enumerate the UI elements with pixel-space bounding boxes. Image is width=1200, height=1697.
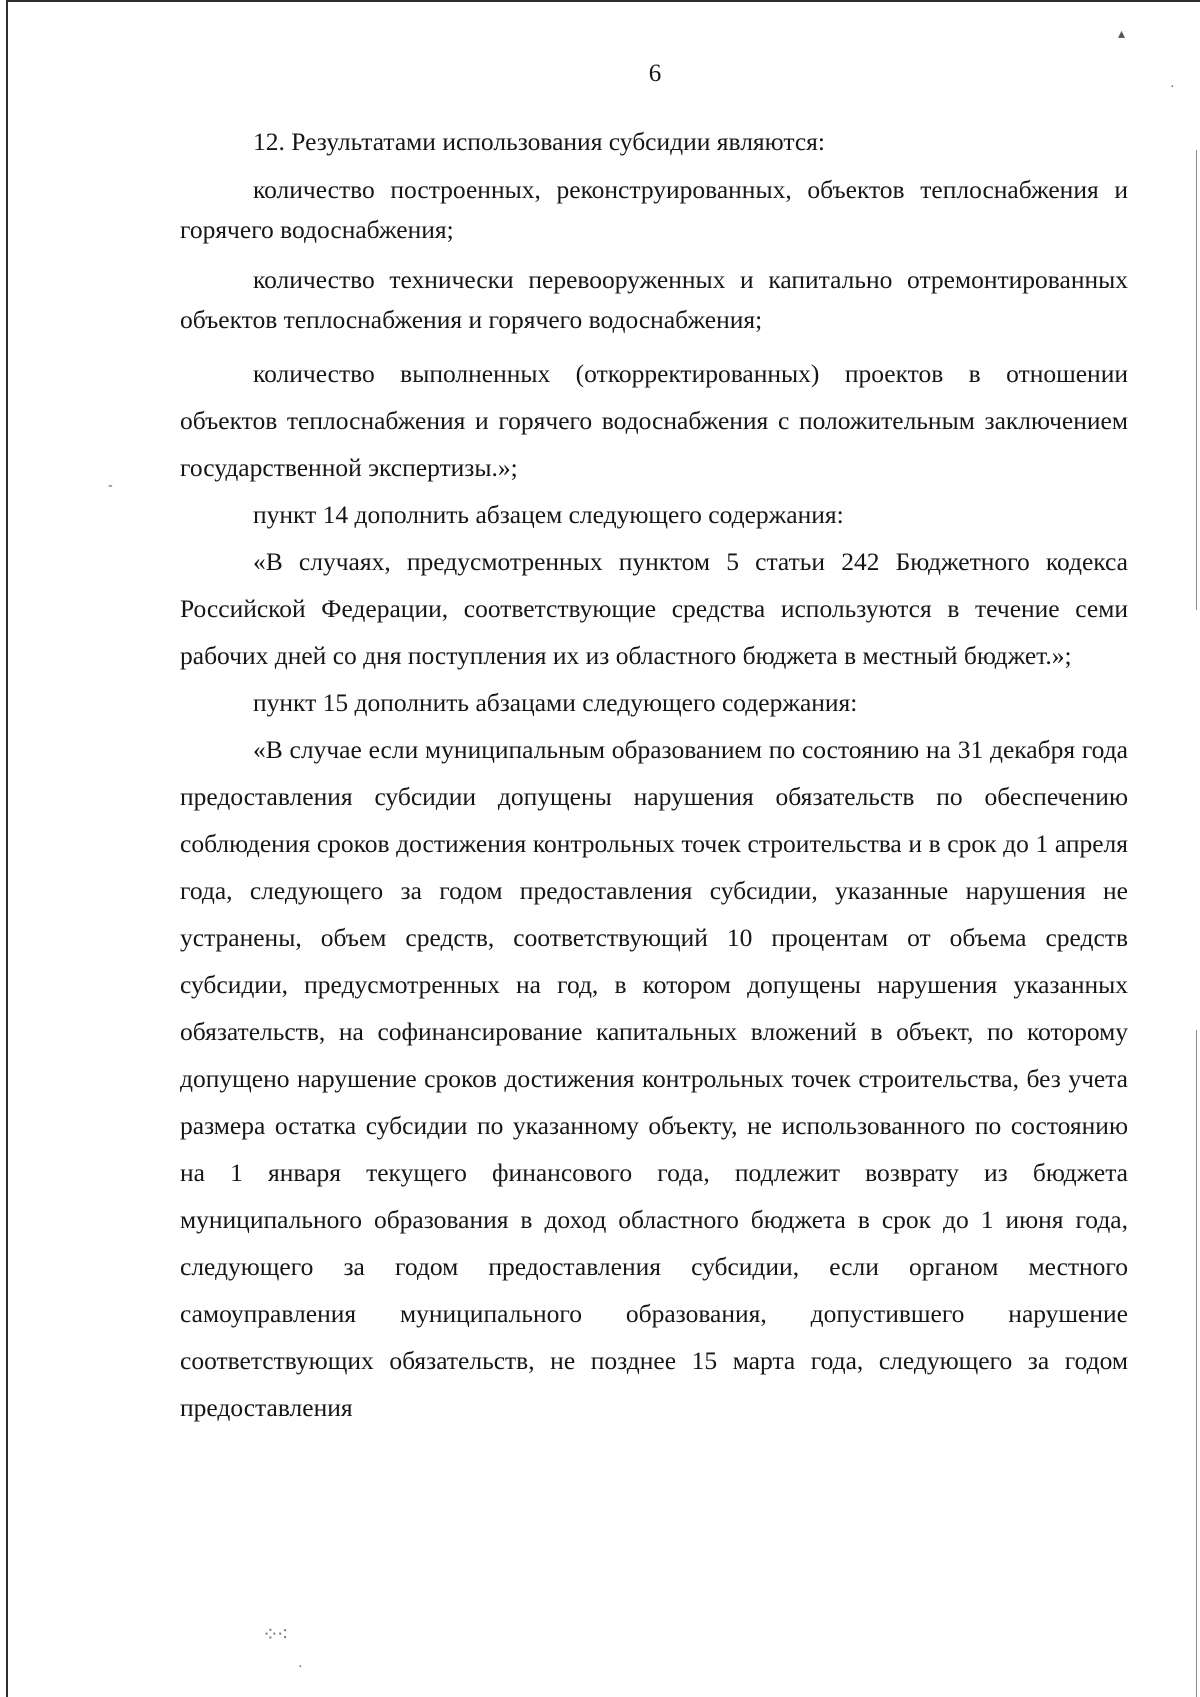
paragraph-item-15: пункт 15 дополнить абзацами следующего содержания: — [253, 688, 858, 717]
scan-speck: · — [1170, 80, 1175, 95]
paragraph-reequipped-objects: количество технически перевооруженных и капитально отремонтированных объектов теплоснабжения и горячего водоснабжения; — [180, 265, 1128, 334]
paragraph-results-heading: 12. Результатами использования субсидии являются: — [253, 127, 825, 156]
scan-speck: - — [108, 478, 113, 493]
paragraph-item-14: пункт 14 дополнить абзацем следующего содержания: — [253, 500, 844, 529]
page-border-right — [1196, 150, 1197, 610]
paragraph-projects: количество выполненных (откорректированных) проектов в отношении объектов теплоснабжения и горячего водоснабжения с положительным заключением государственной экспертизы.»; — [180, 359, 1128, 482]
page-border-right-lower — [1196, 1030, 1197, 1697]
scan-artifact: ⁘⁖ — [262, 1624, 287, 1646]
scan-speck: · — [298, 1660, 303, 1675]
page-border-top — [6, 0, 1200, 2]
page-number: 6 — [648, 60, 662, 87]
paragraph-item-15-text: «В случае если муниципальным образованием по состоянию на 31 декабря года предоставления субсидии допущены нарушения обязательств по обеспечению соблюдения сроков достижения контрольных точек строительства и в срок до 1 апреля года, следующего за годом предоставления субсидии, указанные нарушения не устранены, объем средств, соответствующий 10 процентам от объема средств субсидии, предусмотренных на год, в котором допущены нарушения указанных обязательств, на софинансирование капитальных вложений в объект, по которому допущено нарушение сроков достижения контрольных точек строительства, без учета размера остатка субсидии по указанному объекту, не использованного по состоянию на 1 января текущего финансового года, подлежит возврату из бюджета муниципального образования в доход областного бюджета в срок до 1 июня года, следующего за годом предоставления субсидии, если органом местного самоуправления муниципального образования, допустившего нарушение соответствующих обязательств, не позднее 15 марта года, следующего за годом предоставления — [180, 735, 1128, 1422]
paragraph-built-objects: количество построенных, реконструированных, объектов теплоснабжения и горячего водоснабжения; — [180, 175, 1128, 244]
scan-speck: ▴ — [1118, 27, 1126, 42]
document-body — [180, 122, 1128, 1431]
paragraph-item-14-text: «В случаях, предусмотренных пунктом 5 статьи 242 Бюджетного кодекса Российской Федерации, соответствующие средства используются в течение семи рабочих дней со дня поступления их из областного бюджета в местный бюджет.»; — [180, 547, 1128, 670]
page-border-left — [6, 0, 8, 1697]
